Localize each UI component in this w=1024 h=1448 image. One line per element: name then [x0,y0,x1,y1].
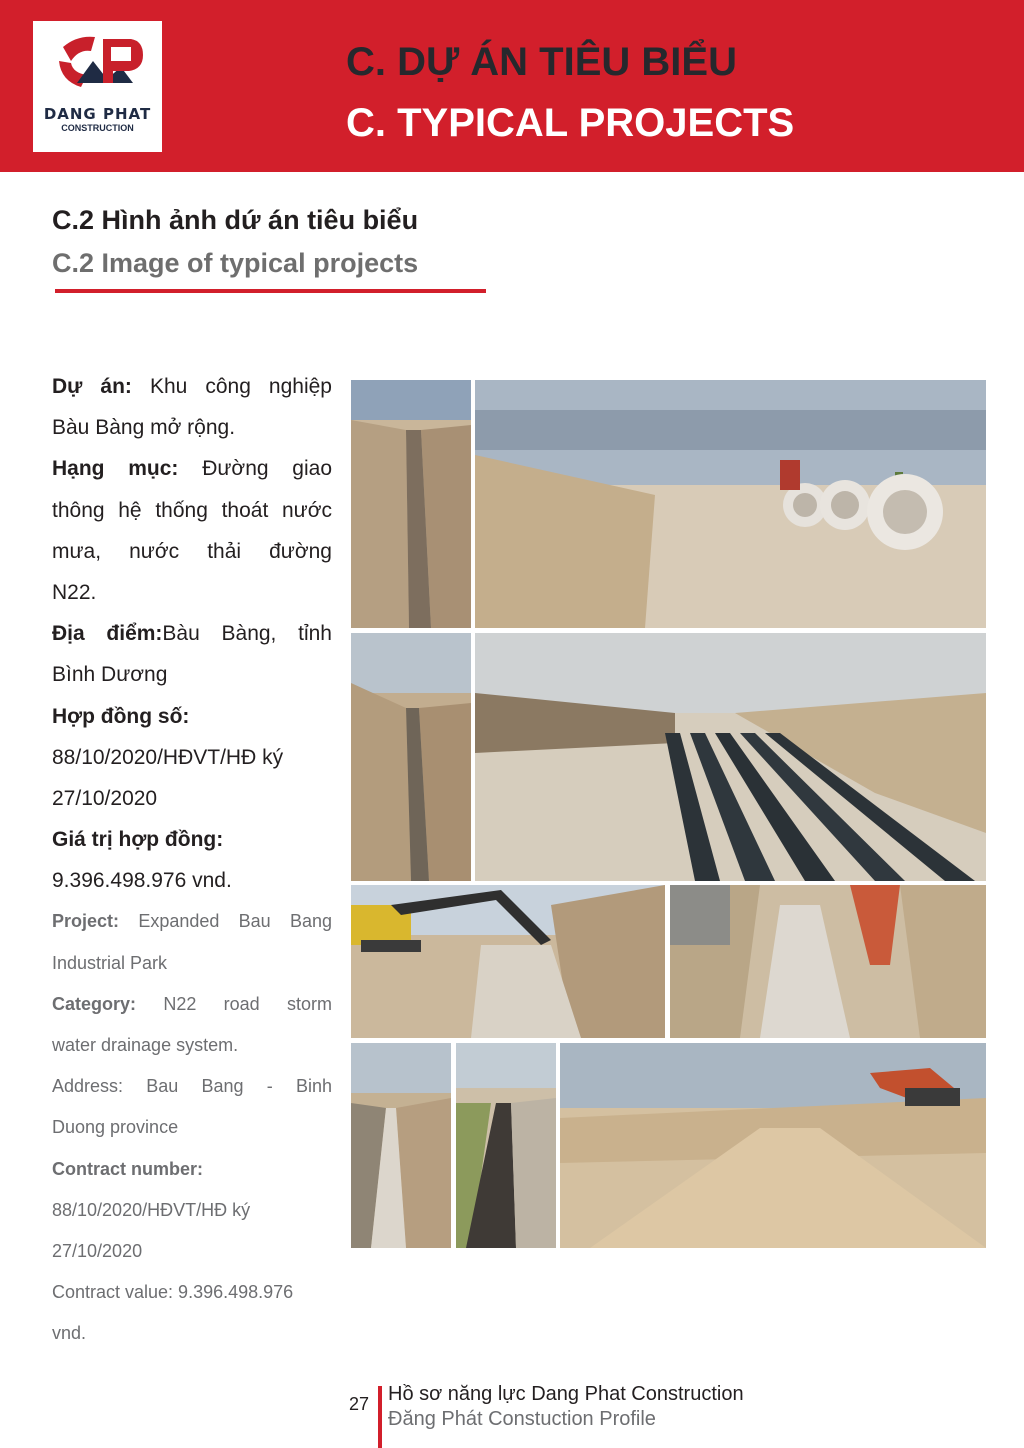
contract-value-en: Contract value: 9.396.498.976 [52,1282,294,1303]
contract-number-en: 88/10/2020/HĐVT/HĐ ký [52,1199,251,1220]
site-photo-trench-2 [351,633,471,881]
project-details [52,366,332,1355]
contract-date-en: 27/10/2020 [52,1240,143,1261]
section-heading-vi: C.2 Hình ảnh dứ án tiêu biểu [52,205,419,235]
address-en-cont: Duong province [52,1117,179,1138]
category-text-vi-cont: mưa, nước thải đường [52,539,332,563]
category-label-vi: Hạng mục: [52,457,179,481]
location-text-vi-cont: Bình Dương [52,663,168,687]
category-text-vi-cont: thông hệ thống thoát nước [52,498,332,522]
page-title-vi: C. DỰ ÁN TIÊU BIỂU [346,40,737,84]
site-photo-road-grading [560,1043,986,1248]
company-logo [33,21,162,152]
contract-value-en-cont: vnd. [52,1323,87,1344]
page-number: 27 [349,1394,370,1414]
address-en: Address: Bau Bang - Binh [52,1076,332,1097]
category-text-vi: Đường giao [202,457,333,481]
section-divider [55,289,486,293]
site-photo-trench-1 [351,380,471,628]
contract-date-vi: 27/10/2020 [52,786,158,810]
contract-label-en: Contract number: [52,1158,204,1179]
contract-value-vi: 9.396.498.976 vnd. [52,869,232,893]
site-photo-concrete-pipes [475,380,986,628]
site-photo-hdpe-pipes [475,633,986,881]
category-label-en: Category: [52,993,137,1014]
project-name-vi: Khu công nghiệp [149,375,332,398]
value-label-vi: Giá trị hợp đồng: [52,828,224,852]
project-label-vi: Dự án: [52,375,132,398]
section-heading-en: C.2 Image of typical projects [52,248,419,278]
project-name-en: Expanded Bau Bang [138,911,332,932]
footer-title-en: Đăng Phát Constuction Profile [388,1408,656,1430]
category-text-en-cont: water drainage system. [52,1035,239,1055]
site-photo-pipe-laying [670,885,986,1038]
page-title-en: C. TYPICAL PROJECTS [346,101,795,145]
contract-number-vi: 88/10/2020/HĐVT/HĐ ký [52,745,284,769]
category-text-en: N22 road storm [163,993,332,1014]
category-text-vi-cont: N22. [52,580,97,604]
site-photo-excavator-trench [351,885,665,1038]
project-name-vi-cont: Bàu Bàng mở rộng. [52,416,236,440]
logo-name: DANG PHAT [43,105,152,123]
footer-title-vi: Hồ sơ năng lực Dang Phat Construction [388,1383,744,1405]
footer-divider [378,1386,382,1448]
location-label-vi: Địa điểm: [52,622,163,646]
logo-subtitle: CONSTRUCTION [61,123,134,133]
project-name-en-cont: Industrial Park [52,952,168,973]
contract-label-vi: Hợp đồng số: [52,704,190,728]
site-photo-rebar-channel [456,1043,556,1248]
header-band [0,0,1024,172]
site-photo-trench-3 [351,1043,451,1248]
project-label-en: Project: [52,911,120,932]
location-text-vi: Bàu Bàng, tỉnh [162,622,332,646]
